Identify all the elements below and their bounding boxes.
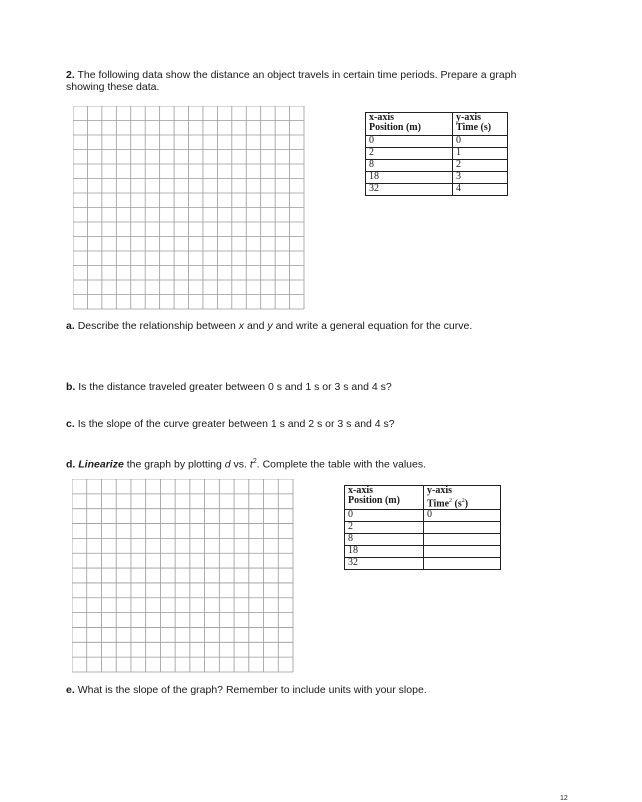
question-text: The following data show the distance an object travels in certain time periods. Prepare a graph showing these data. — [66, 69, 517, 93]
variable-t: t — [249, 458, 253, 471]
table-row — [366, 172, 508, 184]
x-cell: 8 — [345, 534, 424, 546]
y-cell — [424, 534, 501, 546]
question-text: Is the slope of the curve greater between 1 s and 2 s or 3 s and 4 s? — [77, 418, 395, 430]
question-b — [66, 381, 392, 393]
table-row — [366, 148, 508, 160]
table-header-row — [366, 113, 508, 136]
table-row — [366, 184, 508, 196]
x-axis-label: Position (m) — [369, 122, 421, 133]
y-axis-header — [453, 113, 508, 136]
x-axis-header — [345, 486, 424, 510]
question-text: What is the slope of the graph? Remember to include units with your slope. — [77, 684, 427, 696]
y-axis-unit-close: ) — [464, 498, 469, 510]
y-cell: 1 — [453, 148, 508, 160]
x-cell: 2 — [366, 148, 453, 160]
question-a — [66, 320, 472, 332]
question-letter: c. — [66, 418, 75, 430]
y-axis-title: y-axis — [427, 485, 452, 496]
question-letter: d. — [66, 458, 76, 471]
table-row — [345, 522, 501, 534]
y-cell: 0 — [424, 510, 501, 522]
grid-lines — [73, 106, 304, 309]
question-d — [66, 456, 426, 471]
x-axis-label: Position (m) — [348, 495, 400, 506]
table-row — [345, 534, 501, 546]
exponent: 2 — [461, 498, 465, 504]
y-cell — [424, 546, 501, 558]
table-row — [345, 510, 501, 522]
page-number: 12 — [560, 795, 568, 802]
y-axis-label: Time — [427, 498, 450, 510]
y-axis-unit: (s — [452, 498, 462, 510]
x-cell: 8 — [366, 160, 453, 172]
question-text: Is the distance traveled greater between 0 s and 1 s or 3 s and 4 s? — [78, 381, 392, 393]
question-letter: a. — [66, 320, 75, 332]
y-cell: 4 — [453, 184, 508, 196]
question-e — [66, 684, 427, 696]
data-table-2 — [344, 485, 501, 570]
variable-d: d — [224, 458, 231, 471]
question-letter: e. — [66, 684, 75, 696]
graph-grid-1 — [73, 106, 305, 310]
x-axis-header — [366, 113, 453, 136]
question-number: 2. — [66, 69, 75, 81]
question-text: vs. — [230, 458, 250, 471]
question-letter: b. — [66, 381, 76, 393]
question-text: . Complete the table with the values. — [256, 458, 426, 471]
x-axis-title: x-axis — [369, 112, 394, 123]
table-row — [345, 558, 501, 570]
question-text: the graph by plotting — [123, 458, 225, 471]
x-cell: 0 — [345, 510, 424, 522]
y-axis-title: y-axis — [456, 112, 481, 123]
y-axis-header — [424, 486, 501, 510]
graph-grid-2 — [72, 479, 294, 673]
x-cell: 18 — [345, 546, 424, 558]
x-axis-title: x-axis — [348, 485, 373, 496]
x-cell: 2 — [345, 522, 424, 534]
question-c — [66, 418, 395, 430]
x-cell: 32 — [366, 184, 453, 196]
question-2 — [66, 69, 546, 93]
table-header-row — [345, 486, 501, 510]
question-text: Describe the relationship between — [77, 320, 239, 332]
question-text: and — [244, 320, 268, 332]
data-table-1 — [365, 112, 508, 196]
y-cell: 2 — [453, 160, 508, 172]
variable-x: x — [238, 320, 245, 332]
emphasis-linearize: Linearize — [78, 458, 124, 471]
y-cell: 3 — [453, 172, 508, 184]
question-text: and write a general equation for the curve. — [272, 320, 473, 332]
table-row — [345, 546, 501, 558]
exponent: 2 — [252, 458, 257, 465]
grid-lines — [72, 479, 293, 672]
x-cell: 18 — [366, 172, 453, 184]
y-cell — [424, 558, 501, 570]
y-cell — [424, 522, 501, 534]
exponent: 2 — [449, 498, 453, 504]
variable-y: y — [267, 320, 273, 332]
table-row — [366, 160, 508, 172]
x-cell: 32 — [345, 558, 424, 570]
y-cell: 0 — [453, 136, 508, 148]
x-cell: 0 — [366, 136, 453, 148]
y-axis-label: Time (s) — [456, 122, 492, 133]
table-row — [366, 136, 508, 148]
